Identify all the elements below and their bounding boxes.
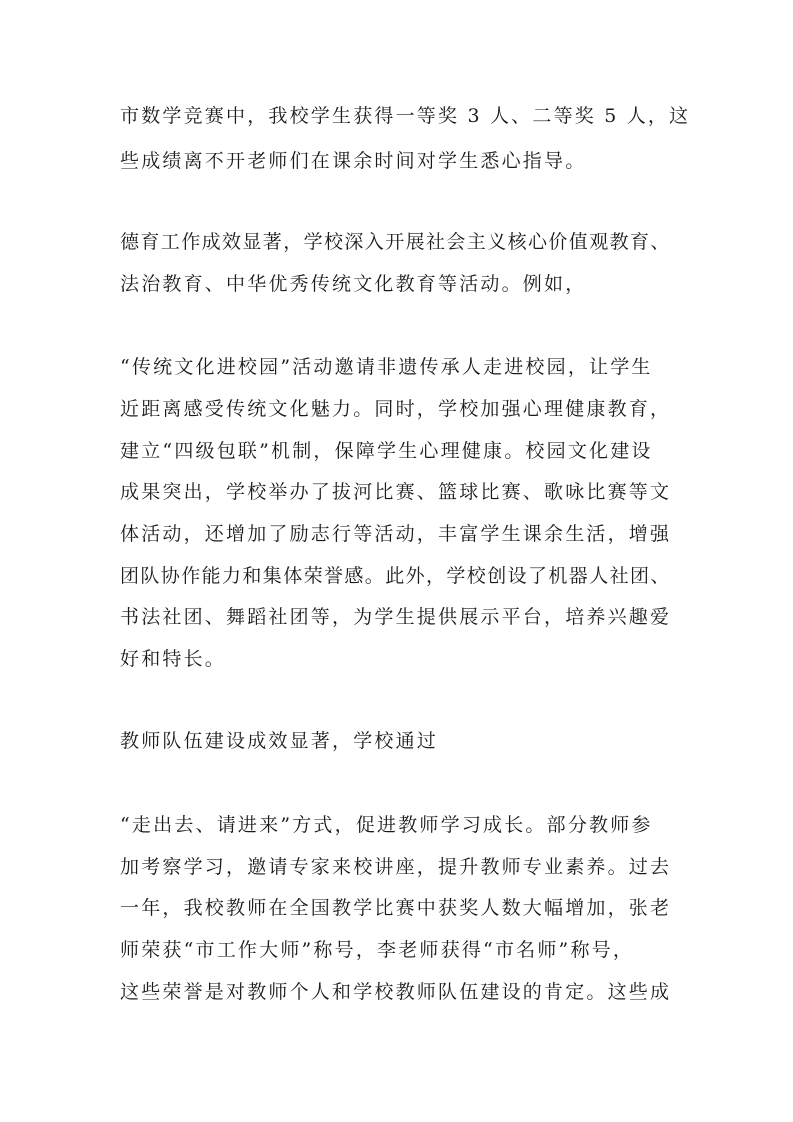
paragraph-3-line-8: 好和特长。 <box>120 648 227 670</box>
paragraph-1-line-1: 市数学竞赛中，我校学生获得一等奖 3 人、二等奖 5 人，这 <box>120 105 691 127</box>
paragraph-2-line-1: 德育工作成效显著，学校深入开展社会主义核心价值观教育、 <box>120 231 671 253</box>
paragraph-3-line-3: 建立“四级包联”机制，保障学生心理健康。校园文化建设 <box>120 440 653 462</box>
paragraph-1-line-2: 些成绩离不开老师们在课余时间对学生悉心指导。 <box>120 150 587 172</box>
paragraph-5-line-3: 一年，我校教师在全国教学比赛中获奖人数大幅增加，张老 <box>120 897 672 919</box>
paragraph-5-line-4: 师荣获“市工作大师”称号，李老师获得“市名师”称号， <box>120 939 635 961</box>
paragraph-3-line-4: 成果突出，学校举办了拔河比赛、篮球比赛、歌咏比赛等文 <box>120 481 672 503</box>
paragraph-5-line-1: “走出去、请进来”方式，促进教师学习成长。部分教师参 <box>120 814 653 836</box>
paragraph-5-line-5: 这些荣誉是对教师个人和学校教师队伍建设的肯定。这些成 <box>120 981 672 1003</box>
paragraph-2-line-2: 法治教育、中华优秀传统文化教育等活动。例如， <box>120 273 587 295</box>
paragraph-3-line-7: 书法社团、舞蹈社团等，为学生提供展示平台，培养兴趣爱 <box>120 606 672 628</box>
paragraph-3-line-2: 近距离感受传统文化魅力。同时，学校加强心理健康教育， <box>120 398 672 420</box>
paragraph-3-line-1: “传统文化进校园”活动邀请非遗传承人走进校园，让学生 <box>120 356 653 378</box>
paragraph-3-line-5: 体活动，还增加了励志行等活动，丰富学生课余生活，增强 <box>120 523 672 545</box>
paragraph-4-line-1: 教师队伍建设成效显著，学校通过 <box>120 730 439 752</box>
paragraph-5-line-2: 加考察学习，邀请专家来校讲座，提升教师专业素养。过去 <box>120 856 672 878</box>
paragraph-3-line-6: 团队协作能力和集体荣誉感。此外，学校创设了机器人社团、 <box>120 565 671 587</box>
